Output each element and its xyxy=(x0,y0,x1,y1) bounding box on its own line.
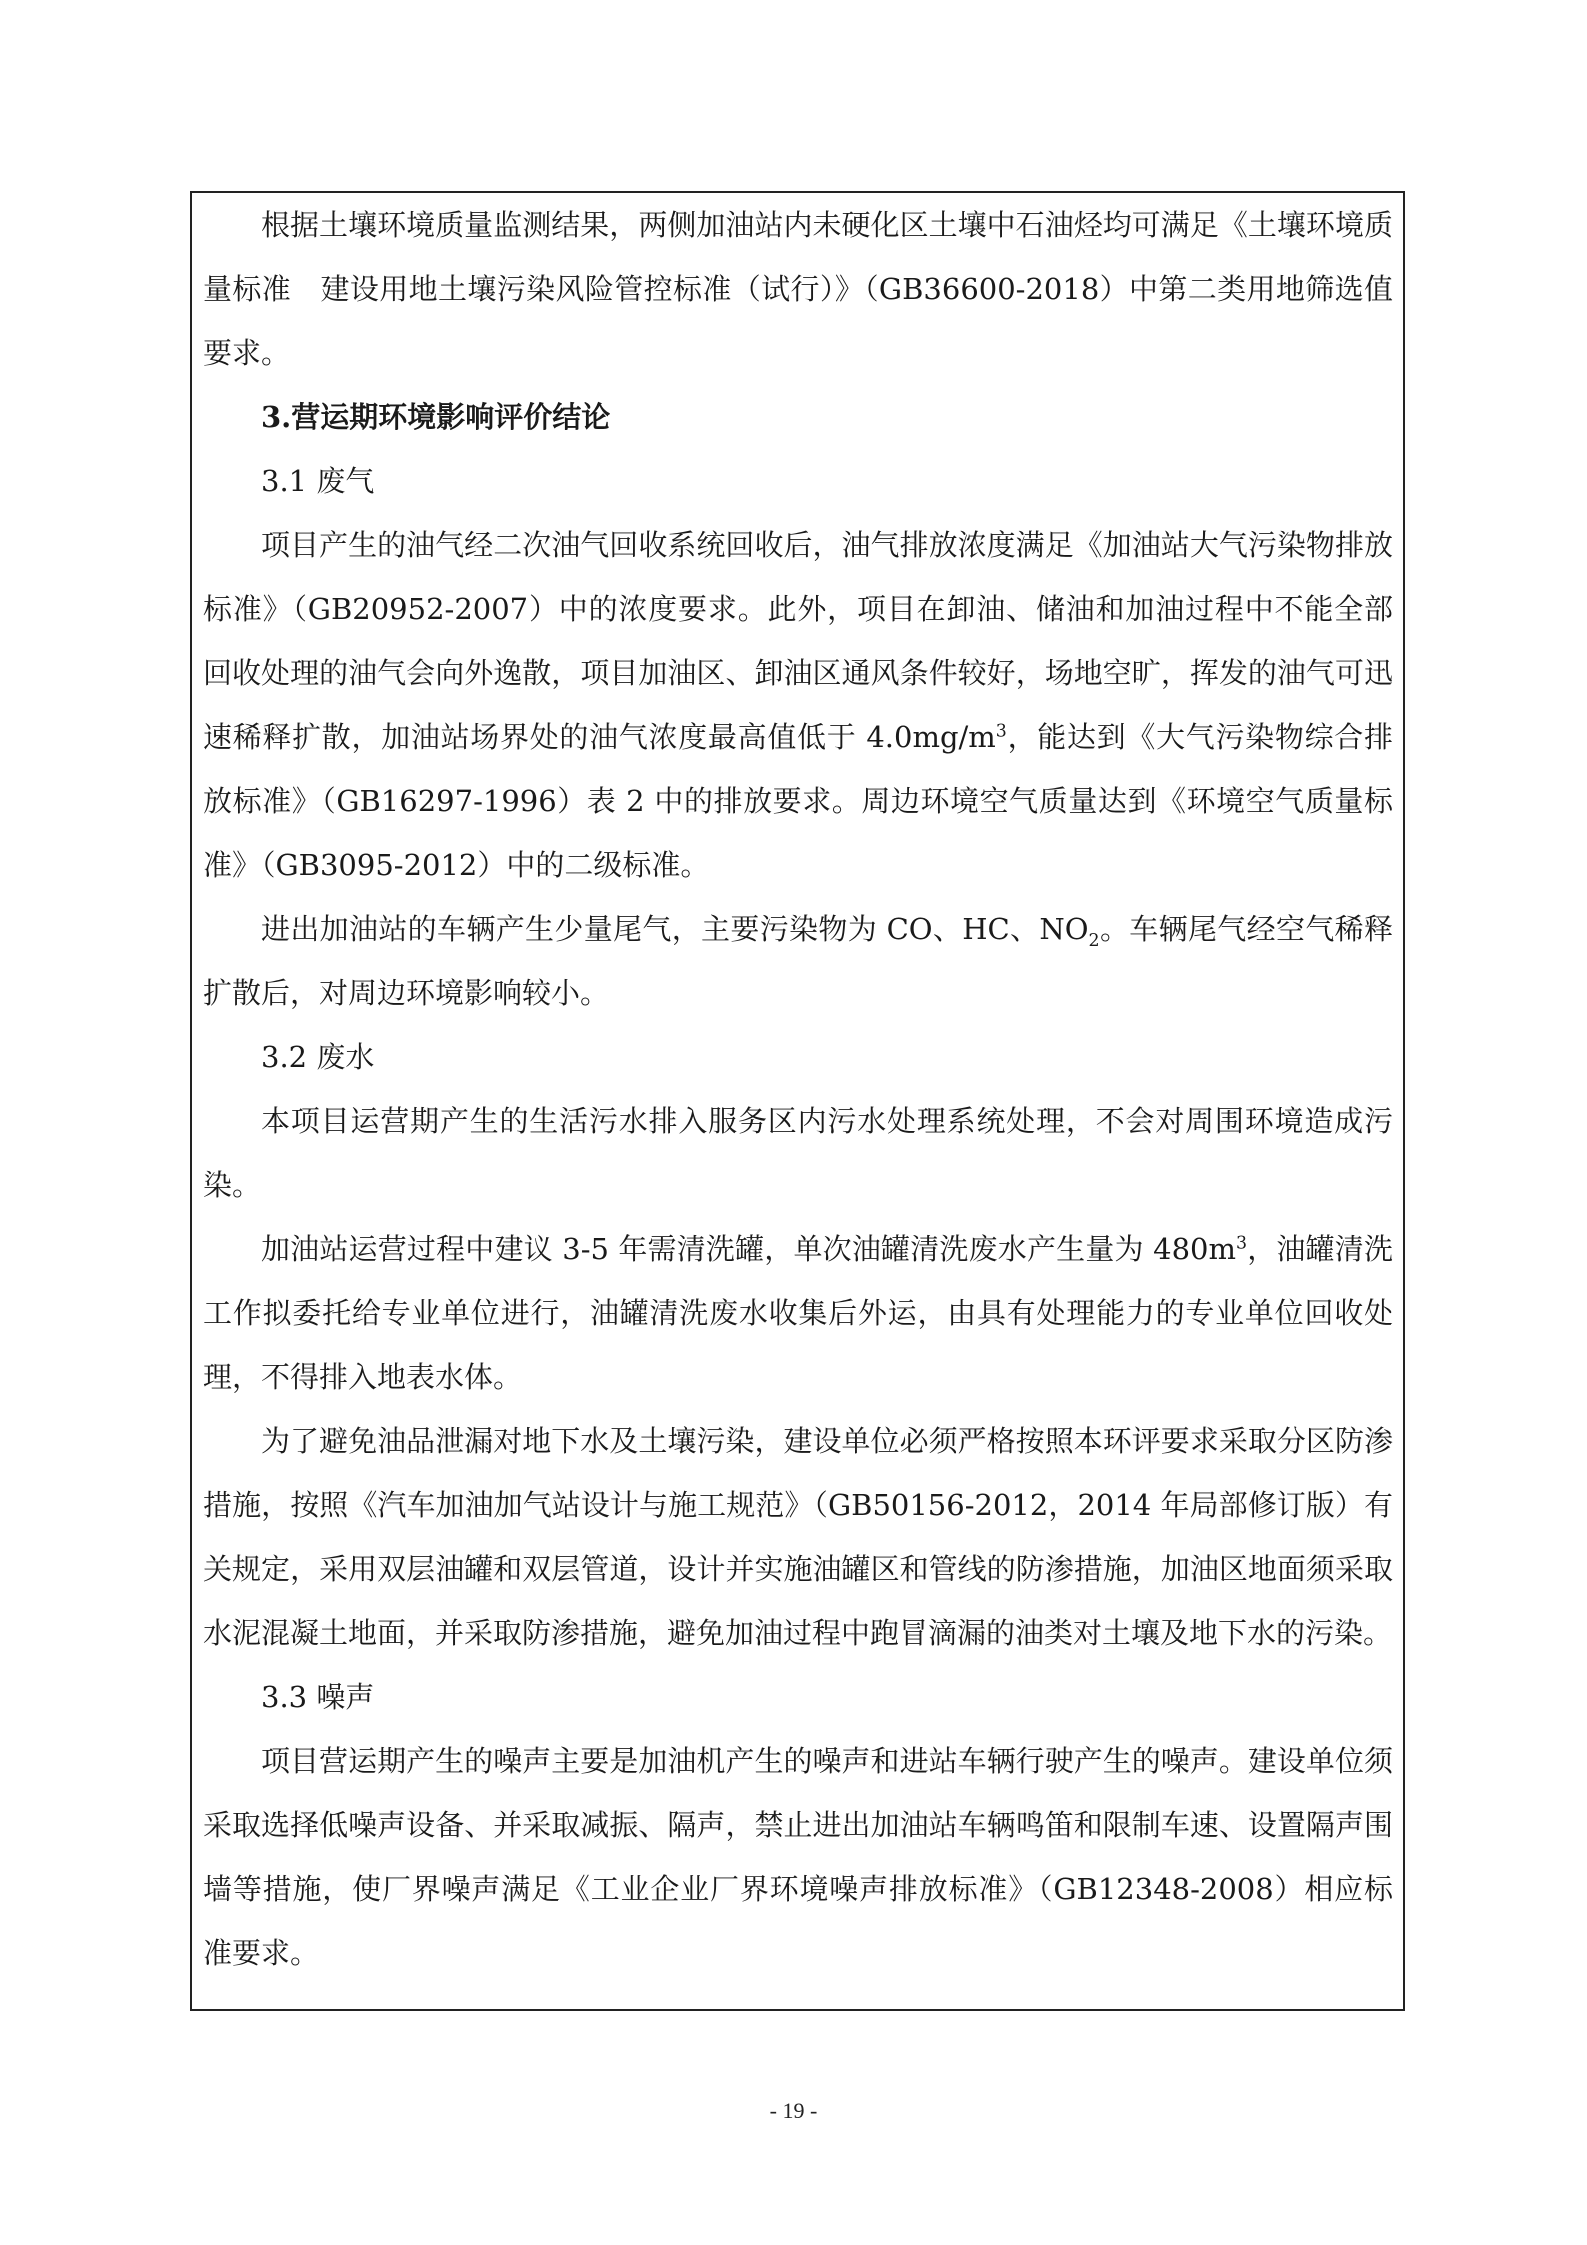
tank-text-b: ，油罐清洗工作拟委托给专业单位进行，油罐清洗废水收集后外运，由具有处理能力的专业单位回收处理，不得排入地表水体。 xyxy=(203,1232,1393,1394)
exhaust-text-b: 。车辆尾气经空气稀释扩散后，对周边环境影响较小。 xyxy=(203,912,1393,1010)
paragraph-waste-gas xyxy=(203,513,1393,897)
unit-superscript: 3 xyxy=(995,721,1007,742)
unit-superscript: 3 xyxy=(1235,1233,1248,1254)
waste-gas-text-b: ，能达到《大气污染物综合排放标准》（GB16297-1996）表 2 中的排放要求。周边环境空气质量达到《环境空气质量标准》（GB3095-2012）中的二级标准。 xyxy=(203,720,1393,882)
paragraph-vehicle-exhaust xyxy=(203,897,1393,1025)
paragraph-noise: 项目营运期产生的噪声主要是加油机产生的噪声和进站车辆行驶产生的噪声。建设单位须采取选择低噪声设备、并采取减振、隔声，禁止进出加油站车辆鸣笛和限制车速、设置隔声围墙等措施，使厂界噪声满足《工业企业厂界环境噪声排放标准》（GB12348-2008）相应标准要求。 xyxy=(203,1744,1393,1970)
paragraph-seepage-prevention: 为了避免油品泄漏对地下水及土壤污染，建设单位必须严格按照本环评要求采取分区防渗措施，按照《汽车加油加气站设计与施工规范》（GB50156-2012，2014 年局部修订版）有关规定，采用双层油罐和双层管道，设计并实施油罐区和管线的防渗措施，加油区地面须采取水泥混凝土地面，并采取防渗措施，避免加油过程中跑冒滴漏的油类对土壤及地下水的污染。 xyxy=(203,1424,1393,1650)
subheading-waste-water: 3.2 废水 xyxy=(261,1040,375,1074)
exhaust-text-a: 进出加油站的车辆产生少量尾气，主要污染物为 CO、HC、NO xyxy=(261,912,1089,946)
document-body xyxy=(203,193,1393,1985)
page-number: - 19 - xyxy=(769,2098,818,2123)
subheading-waste-gas: 3.1 废气 xyxy=(261,464,375,498)
subheading-noise: 3.3 噪声 xyxy=(261,1680,375,1714)
no2-subscript: 2 xyxy=(1088,930,1100,951)
waste-gas-text-a: 项目产生的油气经二次油气回收系统回收后，油气排放浓度满足《加油站大气污染物排放标准》（GB20952-2007）中的浓度要求。此外，项目在卸油、储油和加油过程中不能全部回收处理的油气会向外逸散，项目加油区、卸油区通风条件较好，场地空旷，挥发的油气可迅速稀释扩散，加油站场界处的油气浓度最高值低于 4.0mg/m xyxy=(203,528,1393,754)
section-heading-operation: 3.营运期环境影响评价结论 xyxy=(261,400,611,434)
paragraph-sewage: 本项目运营期产生的生活污水排入服务区内污水处理系统处理，不会对周围环境造成污染。 xyxy=(203,1104,1393,1202)
tank-text-a: 加油站运营过程中建议 3-5 年需清洗罐，单次油罐清洗废水产生量为 480m xyxy=(261,1232,1236,1266)
paragraph-soil-result: 根据土壤环境质量监测结果，两侧加油站内未硬化区土壤中石油烃均可满足《土壤环境质量标准 建设用地土壤污染风险管控标准（试行）》（GB36600-2018）中第二类用地筛选值要求。 xyxy=(203,208,1393,370)
paragraph-tank-cleaning xyxy=(203,1217,1393,1409)
